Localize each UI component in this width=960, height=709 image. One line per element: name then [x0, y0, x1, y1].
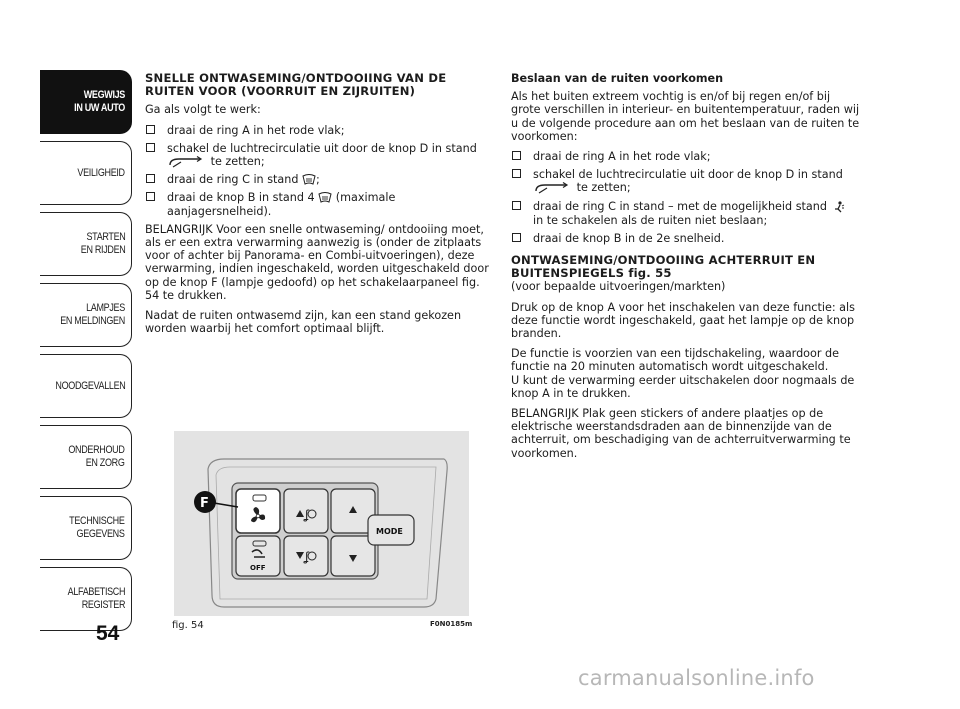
tab-starten[interactable]	[40, 212, 132, 276]
section-heading: SNELLE ONTWASEMING/ONTDOOIING VAN DE RUITEN VOOR (VOORRUIT EN ZIJRUITEN)	[145, 71, 447, 99]
tab-noodgevallen[interactable]	[40, 354, 132, 418]
intro-text: Als het buiten extreem vochtig is en/of bij regen en/of bij grote verschillen in interieur- en buitentemperatuur, raden wij u de volgende procedure aan om het beslaan van de ruiten te voorkomen:	[511, 90, 860, 143]
list-item: draai de ring A in het rode vlak;	[145, 124, 493, 137]
tab-wegwijs[interactable]	[40, 70, 132, 134]
tab-veiligheid[interactable]	[40, 141, 132, 205]
subheading: Beslaan van de ruiten voorkomen	[511, 72, 724, 85]
feet-windscreen-icon	[831, 200, 845, 214]
list-item: schakel de luchtrecirculatie uit door de knop D in stand te zetten;	[145, 142, 493, 168]
important-note: BELANGRIJK Plak geen stickers of andere plaatjes op de elektrische weerstandsdraden aan de binnenzijde van de achterruit, om beschadiging van de achterruitverwarming te voorkomen.	[511, 407, 851, 460]
mode-button[interactable]	[368, 515, 414, 545]
page-number: 54	[96, 622, 120, 645]
tab-lampjes[interactable]	[40, 283, 132, 347]
important-note: BELANGRIJK Voor een snelle ontwaseming/ ontdooiing moet, als er een extra verwarming aanwezig is (onder de zitplaats voor of achter bij Panorama- en Combi-uitvoeringen), deze verwarming, indien ingeschakeld, worden uitgeschakeld door op de knop F (lampje gedoofd) op het schakelaarpaneel fig. 54 te drukken.	[145, 222, 489, 302]
tab-label: TECHNISCHE GEGEVENS	[69, 515, 125, 540]
tab-label: WEGWIJS IN UW AUTO	[74, 89, 125, 114]
temp-down-button[interactable]	[284, 536, 328, 576]
bullet-box-icon	[512, 233, 521, 242]
tab-label: NOODGEVALLEN	[54, 379, 125, 392]
step-list	[145, 124, 493, 218]
list-item: draai de knop B in de 2e snelheid.	[511, 232, 861, 245]
figure-caption: fig. 54	[172, 620, 204, 631]
heater-fan-button[interactable]	[236, 489, 280, 533]
tab-onderhoud[interactable]	[40, 425, 132, 489]
section-heading: ONTWASEMING/ONTDOOIING ACHTERRUIT EN BUITENSPIEGELS fig. 55	[511, 253, 816, 281]
tab-label: VEILIGHEID	[77, 166, 125, 179]
windscreen-defrost-icon	[302, 174, 316, 186]
chapter-tabs	[40, 70, 132, 638]
tab-label: STARTEN EN RIJDEN	[80, 231, 125, 256]
off-label: OFF	[250, 564, 266, 572]
list-item: draai de ring C in stand ;	[145, 173, 493, 186]
tab-technische[interactable]	[40, 496, 132, 560]
list-item: schakel de luchtrecirculatie uit door de knop D in stand te zetten;	[511, 168, 861, 194]
list-item: draai de ring C in stand – met de mogelijkheid stand in te schakelen als de ruiten niet beslaan;	[511, 200, 861, 227]
closing-text: Nadat de ruiten ontwasemd zijn, kan een stand gekozen worden waarbij het comfort optimaal blijft.	[145, 309, 462, 336]
svg-text:ʆ: ʆ	[305, 550, 310, 564]
step-list	[511, 150, 861, 245]
intro-text: Ga als volgt te werk:	[145, 103, 261, 117]
control-panel-illustration	[174, 431, 469, 616]
bullet-box-icon	[146, 174, 155, 183]
callout-label: F	[200, 496, 209, 511]
bullet-box-icon	[512, 169, 521, 178]
recirculation-off-icon	[167, 156, 207, 168]
bullet-box-icon	[512, 151, 521, 160]
paragraph: U kunt de verwarming eerder uitschakelen door nogmaals de knop A in te drukken.	[511, 373, 855, 400]
tab-label: LAMPJES EN MELDINGEN	[60, 302, 125, 327]
temp-up-button[interactable]	[284, 489, 328, 533]
recirculation-off-icon	[533, 182, 573, 194]
heading-note: (voor bepaalde uitvoeringen/markten)	[511, 280, 726, 294]
bullet-box-icon	[146, 125, 155, 134]
bullet-box-icon	[146, 143, 155, 152]
bullet-box-icon	[512, 201, 521, 210]
windscreen-defrost-icon	[318, 192, 332, 204]
figure-54	[174, 431, 469, 616]
left-column	[145, 72, 493, 342]
paragraph: De functie is voorzien van een tijdschakeling, waardoor de functie na 20 minuten automatisch wordt uitgeschakeld.	[511, 347, 840, 374]
tab-label: ALFABETISCH REGISTER	[67, 586, 125, 611]
mode-label: MODE	[376, 527, 403, 536]
paragraph: Druk op de knop A voor het inschakelen van deze functie: als deze functie wordt ingeschakeld, gaat het lampje op de knop branden.	[511, 300, 855, 341]
list-item: draai de ring A in het rode vlak;	[511, 150, 861, 163]
right-column	[511, 72, 861, 467]
figure-code: F0N0185m	[430, 620, 473, 628]
svg-text:ʆ: ʆ	[305, 508, 310, 522]
tab-label: ONDERHOUD EN ZORG	[68, 444, 125, 469]
bullet-box-icon	[146, 192, 155, 201]
watermark: carmanualsonline.info	[578, 666, 815, 690]
list-item: draai de knop B in stand 4 (maximale aanjagersnelheid).	[145, 191, 493, 217]
heater-off-button[interactable]	[236, 536, 280, 576]
